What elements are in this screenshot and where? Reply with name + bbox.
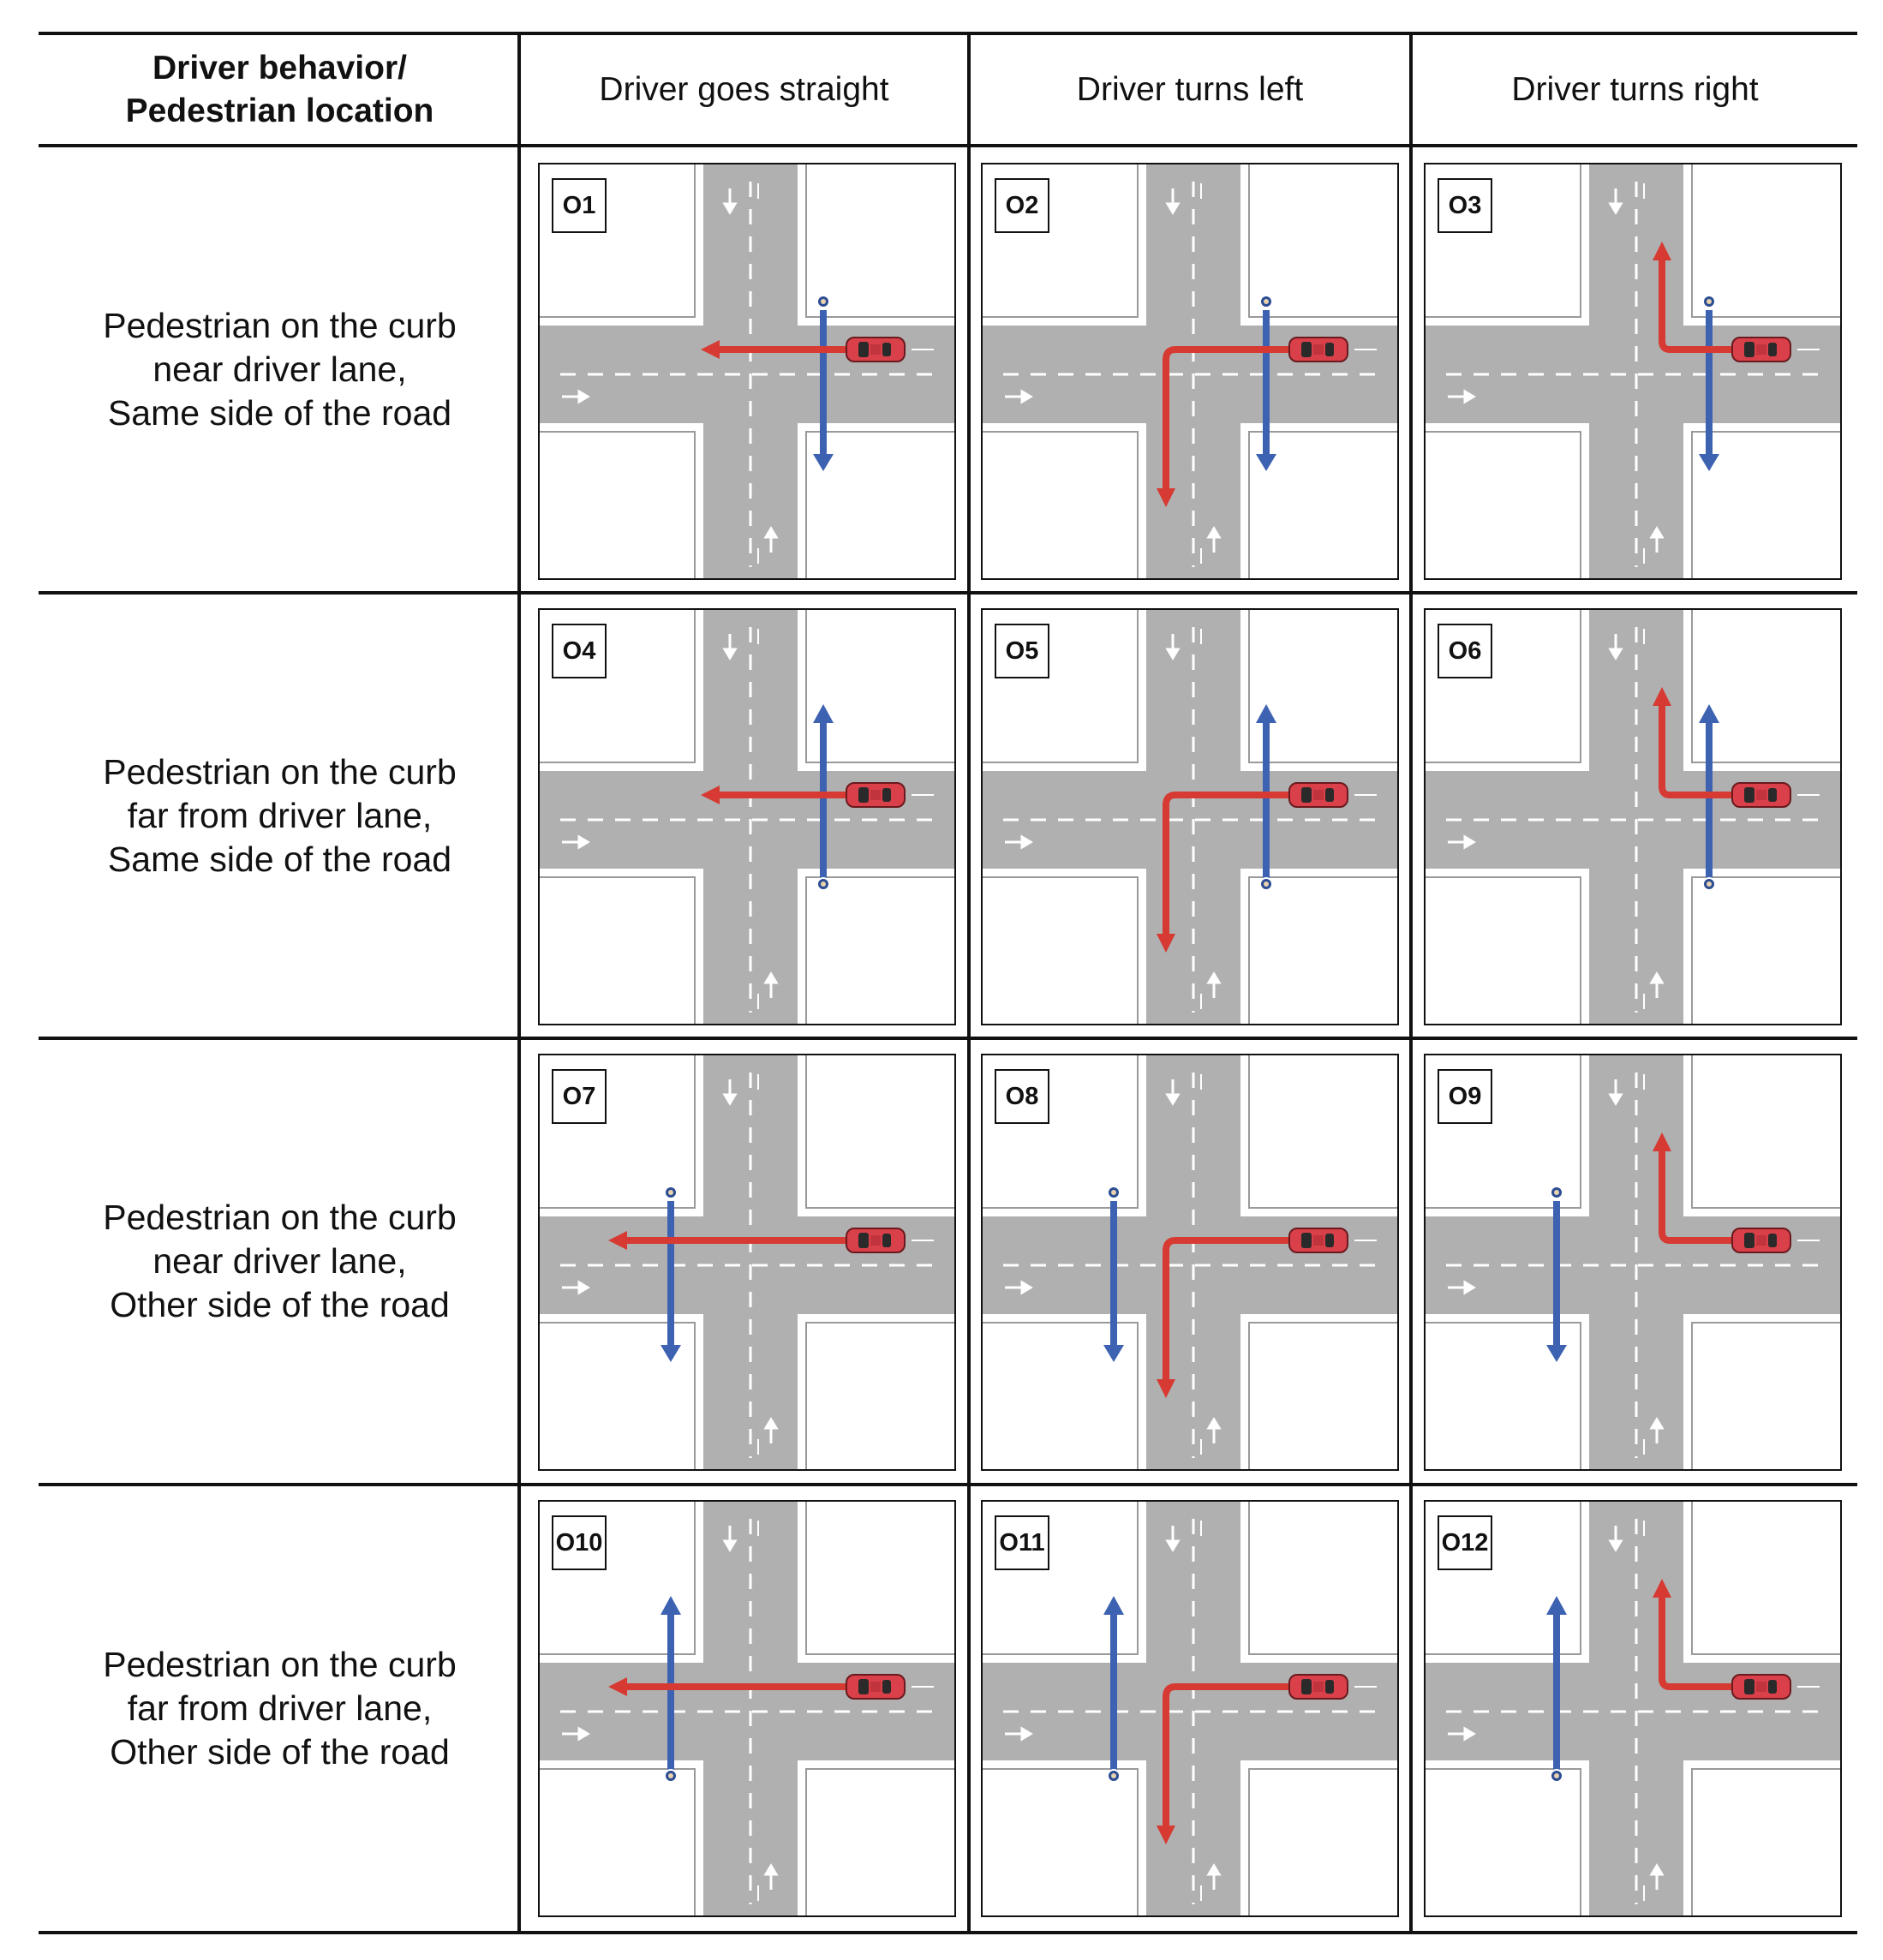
row-label-1-line3: Same side of the road	[107, 392, 452, 433]
corner-header-line2: Pedestrian location	[125, 92, 434, 129]
row-label-1-line1: Pedestrian on the curb	[103, 305, 457, 345]
pedestrian-icon	[1703, 296, 1715, 308]
scenario-cell-O1	[538, 163, 956, 580]
scenario-id-label: O11	[995, 1515, 1049, 1570]
car-icon	[1289, 338, 1348, 362]
row-label-4-line3: Other side of the road	[110, 1732, 450, 1772]
row-label-3-line3: Other side of the road	[110, 1285, 450, 1324]
scenario-id-label: O5	[995, 624, 1049, 678]
scenario-id-label: O9	[1438, 1069, 1492, 1124]
row-label-2-line1: Pedestrian on the curb	[103, 751, 457, 792]
scenario-cell-O6	[1424, 608, 1842, 1025]
scenario-id-label: O1	[552, 178, 607, 233]
scenario-cell-O4	[538, 608, 956, 1025]
scenario-cell-O12	[1424, 1500, 1842, 1917]
car-icon	[846, 338, 905, 362]
pedestrian-icon	[665, 1186, 677, 1198]
corner-header	[42, 35, 517, 144]
table-bottom-border	[39, 1931, 1857, 1934]
scenario-cell-O3	[1424, 163, 1842, 580]
car-icon	[846, 783, 905, 807]
scenario-cell-O11	[981, 1500, 1399, 1917]
car-icon	[846, 1675, 905, 1699]
pedestrian-icon	[665, 1770, 677, 1782]
column-divider-2	[967, 32, 971, 1934]
scenario-id-label: O2	[995, 178, 1049, 233]
scenario-cell-O7	[538, 1054, 956, 1471]
row-label-3-line2: near driver lane,	[152, 1241, 407, 1281]
column-header-straight: Driver goes straight	[599, 70, 889, 108]
scenario-id-label: O8	[995, 1069, 1049, 1124]
scenario-cell-O5	[981, 608, 1399, 1025]
corner-header-line1: Driver behavior/	[152, 49, 407, 87]
car-icon	[1732, 783, 1790, 807]
row-label-2-line3: Same side of the road	[107, 839, 452, 879]
row-label-1	[42, 147, 517, 591]
scenario-id-label: O3	[1438, 178, 1492, 233]
scenario-cell-O2	[981, 163, 1399, 580]
pedestrian-icon	[1108, 1770, 1120, 1782]
row-label-4-line2: far from driver lane,	[127, 1688, 433, 1728]
column-header-left: Driver turns left	[1076, 70, 1304, 108]
row-label-1-line2: near driver lane,	[152, 349, 407, 389]
car-icon	[1732, 338, 1790, 362]
scenario-id-label: O6	[1438, 624, 1492, 678]
car-icon	[1289, 1675, 1348, 1699]
pedestrian-icon	[1703, 878, 1715, 890]
row-label-4-line1: Pedestrian on the curb	[103, 1645, 457, 1684]
scenario-cell-O9	[1424, 1054, 1842, 1471]
car-icon	[846, 1228, 905, 1252]
scenario-cell-O8	[981, 1054, 1399, 1471]
scenario-id-label: O7	[552, 1069, 607, 1124]
car-icon	[1289, 783, 1348, 807]
scenario-id-label: O4	[552, 624, 607, 678]
pedestrian-icon	[1551, 1186, 1563, 1198]
car-icon	[1289, 1228, 1348, 1252]
pedestrian-icon	[1260, 878, 1272, 890]
row-label-2-line2: far from driver lane,	[127, 795, 433, 835]
car-icon	[1732, 1675, 1790, 1699]
column-divider-3	[1409, 32, 1413, 1934]
scenario-cell-O10	[538, 1500, 956, 1917]
row-label-2	[42, 595, 517, 1037]
row-label-4	[42, 1486, 517, 1931]
pedestrian-icon	[1551, 1770, 1563, 1782]
pedestrian-icon	[817, 878, 829, 890]
row-label-3	[42, 1040, 517, 1483]
pedestrian-icon	[1260, 296, 1272, 308]
scenario-id-label: O12	[1438, 1515, 1492, 1570]
pedestrian-icon	[1108, 1186, 1120, 1198]
column-header-right: Driver turns right	[1511, 70, 1759, 108]
row-label-3-line1: Pedestrian on the curb	[103, 1198, 457, 1237]
column-divider-1	[517, 32, 521, 1934]
pedestrian-icon	[817, 296, 829, 308]
car-icon	[1732, 1228, 1790, 1252]
scenario-id-label: O10	[552, 1515, 607, 1570]
